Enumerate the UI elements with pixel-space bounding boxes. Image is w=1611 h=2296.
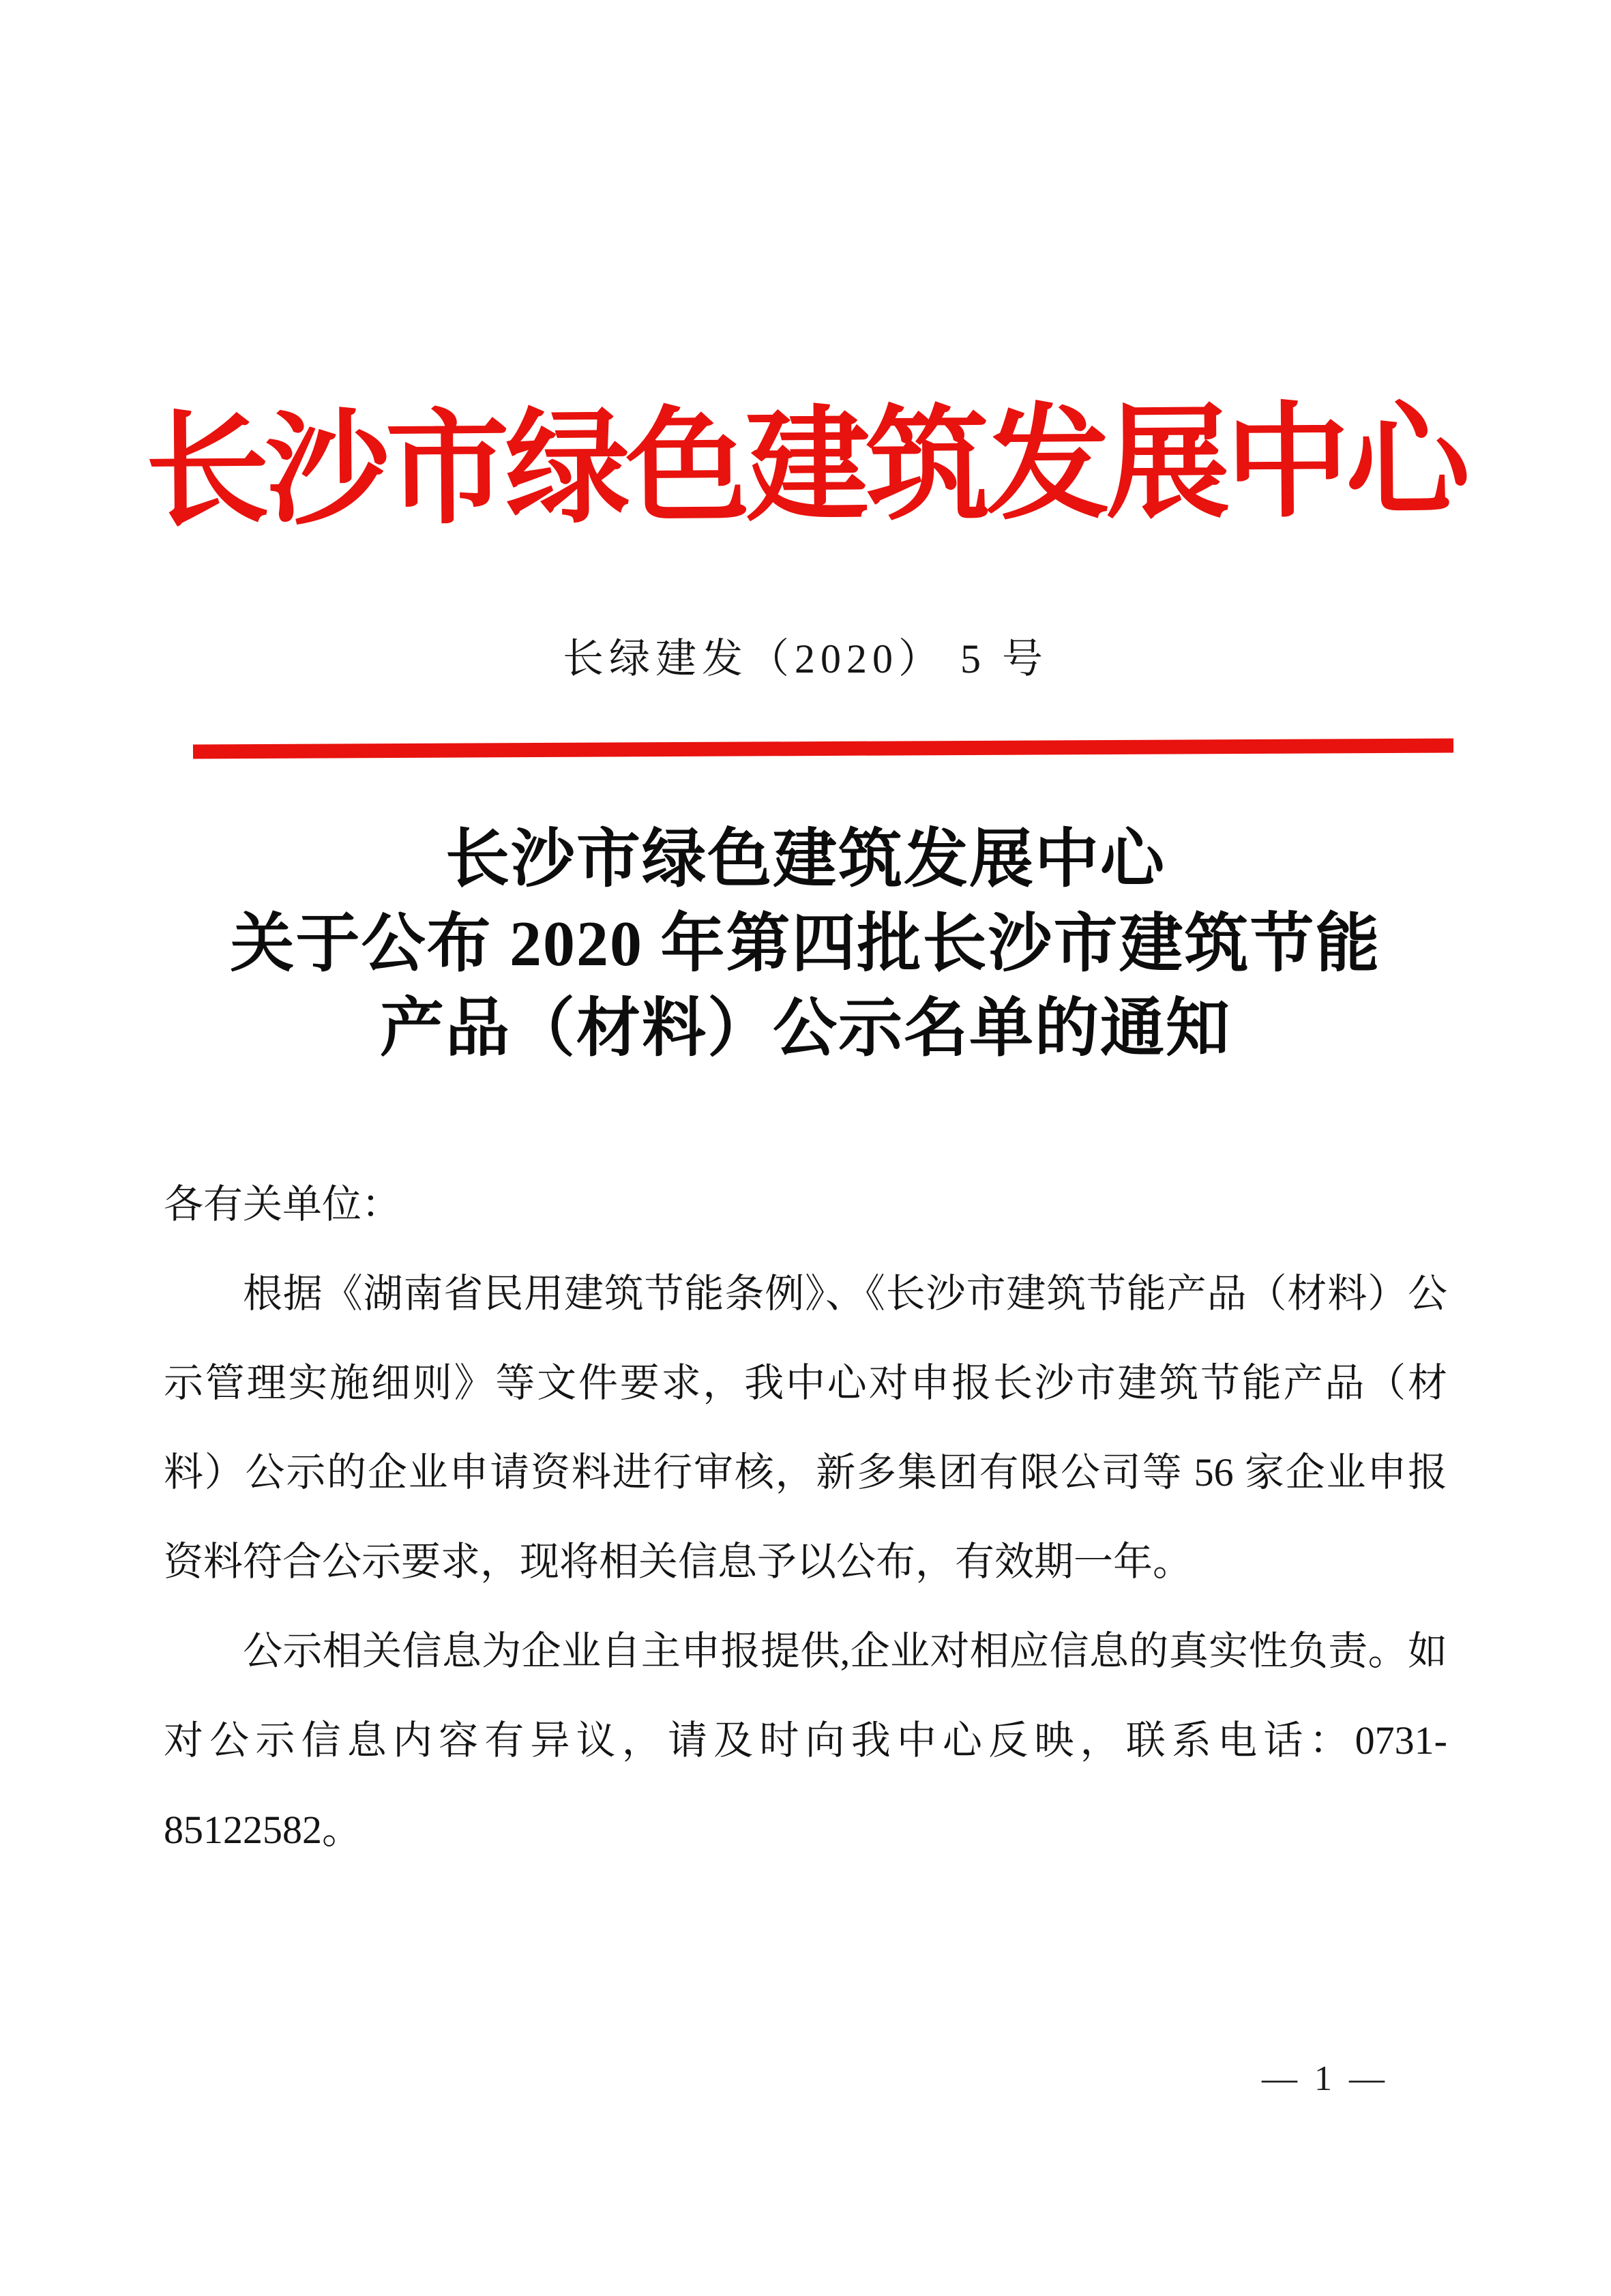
doc-title-line-1: 长沙市绿色建筑发展中心 (445, 824, 1166, 895)
body-paragraph-2: 公示相关信息为企业自主申报提供,企业对相应信息的真实性负责。如对公示信息内容有异议，请及时向我中心反映，联系电话：0731-85122582。 (164, 1629, 1447, 1852)
body-paragraph-1: 根据《湖南省民用建筑节能条例》、《长沙市建筑节能产品（材料）公示管理实施细则》等文件要求，我中心对申报长沙市建筑节能产品（材料）公示的企业申请资料进行审核，新多集团有限公司等 56 家企业申报资料符合公示要求，现将相关信息予以公布，有效期一年。 (164, 1271, 1447, 1584)
page-number: — 1 — (1262, 2059, 1389, 2098)
letterhead-divider-line (193, 738, 1453, 759)
doc-title-line-2: 关于公布 2020 年第四批长沙市建筑节能 (230, 909, 1381, 980)
body-text (164, 1160, 1447, 1874)
doc-number: 长绿建发（2020） 5 号 (563, 636, 1048, 681)
doc-title (0, 817, 1611, 1071)
salutation: 各有关单位： (164, 1182, 402, 1226)
letterhead-org-title: 长沙市绿色建筑发展中心 (145, 394, 1466, 542)
doc-title-line-3: 产品（材料）公示名单的通知 (379, 993, 1231, 1064)
